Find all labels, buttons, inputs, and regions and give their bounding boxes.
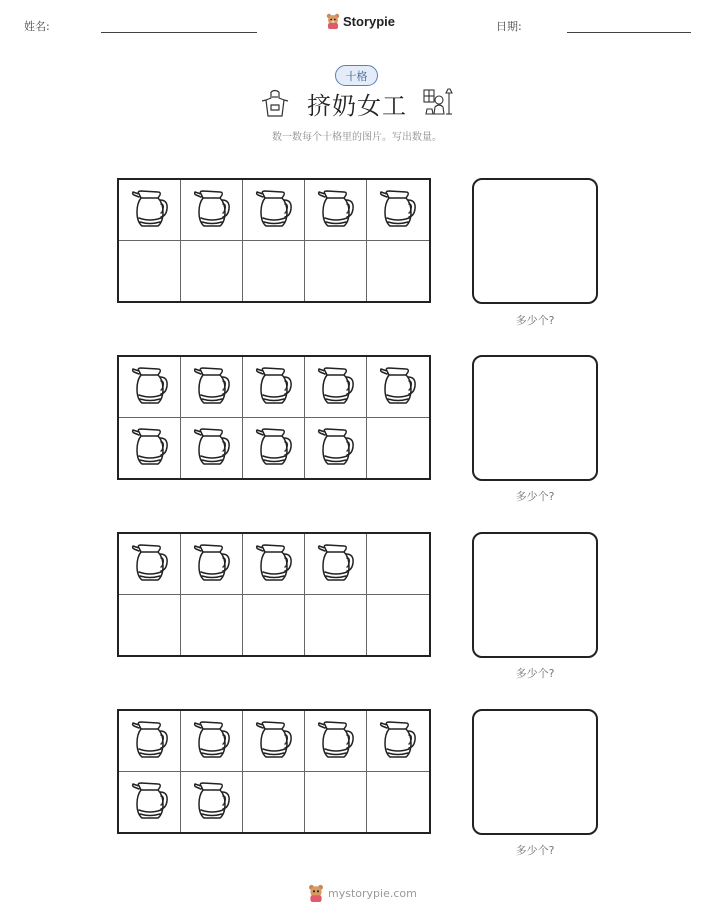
- footer-url: mystorypie.com: [328, 886, 417, 900]
- ten-frame-cell: [367, 534, 429, 595]
- ten-frame-cell: [367, 711, 429, 772]
- how-many-label: 多少个?: [515, 490, 555, 503]
- ten-frame-cell: [367, 772, 429, 833]
- ten-frame-cell: [367, 357, 429, 418]
- ten-frame-cell: [119, 534, 181, 595]
- ten-frame-cell: [119, 711, 181, 772]
- ten-frame-cell: [305, 534, 367, 595]
- ten-frame-cell: [305, 241, 367, 302]
- ten-frame-cell: [181, 711, 243, 772]
- ten-frame-cell: [119, 241, 181, 302]
- milk-jug-icon: [130, 188, 170, 232]
- milk-jug-icon: [130, 426, 170, 470]
- ten-frame-cell: [243, 418, 305, 479]
- ten-frame-cell: [181, 534, 243, 595]
- how-many-label: 多少个?: [515, 314, 555, 327]
- how-many-label: 多少个?: [515, 844, 555, 857]
- ten-frame-cell: [305, 357, 367, 418]
- milk-jug-icon: [192, 365, 232, 409]
- ten-frame-cell: [305, 180, 367, 241]
- answer-box[interactable]: [472, 178, 598, 304]
- ten-frame-cell: [305, 772, 367, 833]
- ten-frame-cell: [119, 772, 181, 833]
- milk-jug-icon: [192, 542, 232, 586]
- ten-frame-cell: [243, 357, 305, 418]
- ten-frame-cell: [181, 595, 243, 656]
- ten-frame-cell: [305, 418, 367, 479]
- ten-frame-cell: [119, 357, 181, 418]
- milk-jug-icon: [192, 780, 232, 824]
- ten-frame-cell: [119, 180, 181, 241]
- ten-frame-cell: [119, 595, 181, 656]
- milk-jug-icon: [316, 188, 356, 232]
- bear-mascot-icon: [326, 13, 340, 29]
- milk-jug-icon: [254, 188, 294, 232]
- ten-frame-cell: [243, 534, 305, 595]
- milk-jug-icon: [316, 426, 356, 470]
- name-label: 姓名:: [24, 20, 50, 33]
- ten-frame: [117, 709, 431, 834]
- footer: [308, 884, 417, 902]
- ten-frame-cell: [367, 241, 429, 302]
- ten-frame-cell: [181, 418, 243, 479]
- brand-name: Storypie: [343, 13, 396, 29]
- milk-jug-icon: [130, 780, 170, 824]
- ten-frame: [117, 532, 431, 657]
- answer-box[interactable]: [472, 709, 598, 835]
- brand-logo: [326, 13, 395, 29]
- milk-jug-icon: [192, 426, 232, 470]
- answer-box[interactable]: [472, 532, 598, 658]
- milk-jug-icon: [378, 719, 418, 763]
- milk-jug-icon: [316, 365, 356, 409]
- ten-frame: [117, 178, 431, 303]
- ten-frame-cell: [243, 241, 305, 302]
- milk-jug-icon: [192, 188, 232, 232]
- milk-jug-icon: [130, 719, 170, 763]
- date-line[interactable]: [567, 32, 691, 33]
- ten-frame: [117, 355, 431, 480]
- bear-mascot-icon: [308, 884, 324, 902]
- ten-frame-cell: [243, 711, 305, 772]
- milk-jug-icon: [316, 542, 356, 586]
- date-label: 日期:: [496, 20, 522, 33]
- milk-jug-icon: [130, 365, 170, 409]
- ten-frame-cell: [243, 772, 305, 833]
- ten-frame-cell: [181, 241, 243, 302]
- page-title: 挤奶女工: [307, 92, 407, 120]
- ten-frame-cell: [119, 418, 181, 479]
- ten-frame-cell: [243, 180, 305, 241]
- answer-box[interactable]: [472, 355, 598, 481]
- ten-frame-cell: [181, 772, 243, 833]
- ten-frame-cell: [367, 180, 429, 241]
- milk-jug-icon: [130, 542, 170, 586]
- ten-frame-cell: [305, 711, 367, 772]
- milk-jug-icon: [254, 719, 294, 763]
- ten-frame-badge: 十格: [335, 65, 378, 86]
- milk-jug-icon: [192, 719, 232, 763]
- milk-jug-icon: [254, 542, 294, 586]
- ten-frame-cell: [367, 595, 429, 656]
- milkmaid-icon: [422, 87, 454, 119]
- ten-frame-cell: [181, 180, 243, 241]
- milk-jug-icon: [254, 426, 294, 470]
- ten-frame-cell: [243, 595, 305, 656]
- name-line[interactable]: [101, 32, 257, 33]
- milk-jug-icon: [316, 719, 356, 763]
- ten-frame-cell: [305, 595, 367, 656]
- ten-frame-cell: [367, 418, 429, 479]
- milk-jug-icon: [378, 365, 418, 409]
- ten-frame-cell: [181, 357, 243, 418]
- how-many-label: 多少个?: [515, 667, 555, 680]
- milk-jug-icon: [254, 365, 294, 409]
- instructions: 数一数每个十格里的图片。写出数量。: [272, 132, 442, 143]
- milk-jug-icon: [378, 188, 418, 232]
